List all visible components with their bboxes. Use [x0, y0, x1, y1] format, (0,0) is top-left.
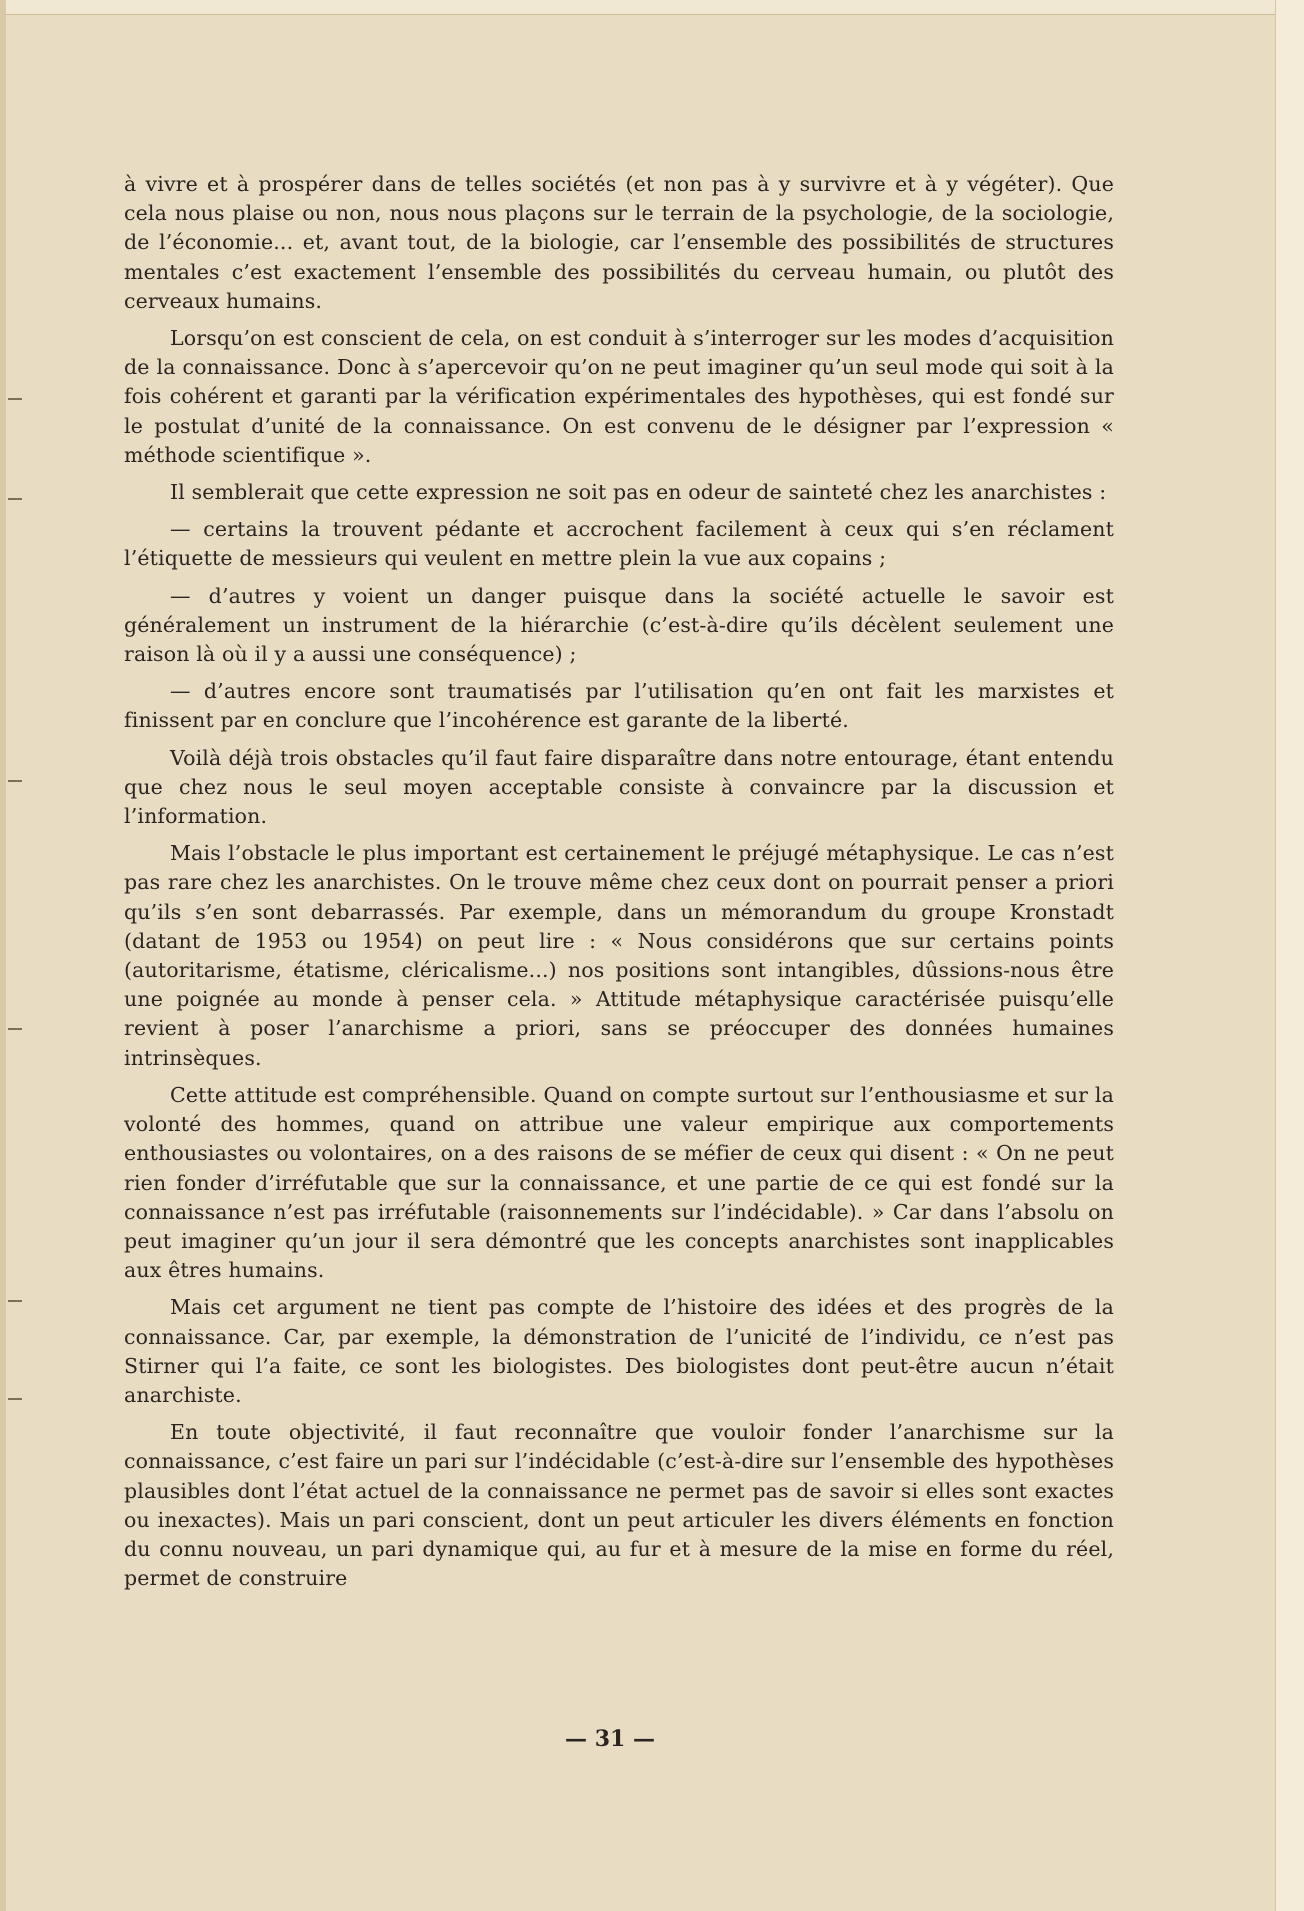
page-number: — 31 — — [565, 1726, 655, 1752]
paragraph: Lorsqu’on est conscient de cela, on est conduit à s’interroger sur les modes d’acquisition de la connaissance. Donc à s’apercevoir qu’on ne peut imaginer qu’un seul mode qui soit à la fois cohérent et garanti par la vérification expérimentales des hypothèses, qui est fondé sur le postulat d’unité de la connaissance. On est convenu de le désigner par l’expression « méthode scientifique ». — [124, 326, 1114, 467]
page-left-edge — [0, 0, 6, 1911]
paragraph: Voilà déjà trois obstacles qu’il faut faire disparaître dans notre entourage, étant entendu que chez nous le seul moyen acceptable consiste à convaincre par la discussion et l’information. — [124, 745, 1114, 829]
list-item-paragraph: — d’autres encore sont traumatisés par l’utilisation qu’en ont fait les marxistes et finissent par en conclure que l’incohérence est garante de la liberté. — [124, 679, 1114, 733]
paragraph: Mais cet argument ne tient pas compte de l’histoire des idées et des progrès de la connaissance. Car, par exemple, la démonstration de l’unicité de l’individu, ce n’est pas Stirner qui l’a faite, ce sont les biologistes. Des biologistes dont peut-être aucun n’était anarchiste. — [124, 1295, 1114, 1407]
list-item-paragraph: — certains la trouvent pédante et accrochent facilement à ceux qui s’en réclament l’étiquette de messieurs qui veulent en mettre plein la vue aux copains ; — [124, 517, 1114, 571]
margin-mark — [8, 1398, 22, 1400]
paragraph: Il semblerait que cette expression ne soit pas en odeur de sainteté chez les anarchistes : — [170, 480, 1107, 505]
paragraph: En toute objectivité, il faut reconnaître que vouloir fonder l’anarchisme sur la connaissance, c’est faire un pari sur l’indécidable (c’est-à-dire sur l’ensemble des hypothèses plausibles dont l’état actuel de la connaissance ne permet pas de savoir si elles sont exactes ou inexactes). Mais un pari conscient, dont un peut articuler les divers éléments en fonction du connu nouveau, un pari dynamique qui, au fur et à mesure de la mise en forme du réel, permet de construire — [124, 1420, 1114, 1591]
paragraph: Mais l’obstacle le plus important est certainement le préjugé métaphysique. Le cas n’est pas rare chez les anarchistes. On le trouve même chez ceux dont on pourrait penser a priori qu’ils s’en sont debarrassés. Par exemple, dans un mémorandum du groupe Kronstadt (datant de 1953 ou 1954) on peut lire : « Nous considérons que sur certains points (autoritarisme, étatisme, cléricalisme...) nos positions sont intangibles, dûssions-nous être une poignée au monde à penser cela. » Attitude métaphysique caractérisée puisqu’elle revient à poser l’anarchisme a priori, sans se préoccuper des données humaines intrinsèques. — [124, 841, 1114, 1070]
margin-mark — [8, 398, 22, 400]
body-text — [124, 170, 1114, 1601]
margin-mark — [8, 780, 22, 782]
paragraph: à vivre et à prospérer dans de telles sociétés (et non pas à y survivre et à y végéter). Que cela nous plaise ou non, nous nous plaçons sur le terrain de la psychologie, de la sociologie, de l’économie... et, avant tout, de la biologie, car l’ensemble des possibilités de structures mentales c’est exactement l’ensemble des possibilités du cerveau humain, ou plutôt des cerveaux humains. — [124, 172, 1114, 313]
paragraph: Cette attitude est compréhensible. Quand on compte surtout sur l’enthousiasme et sur la volonté des hommes, quand on attribue une valeur empirique aux comportements enthousiastes ou volontaires, on a des raisons de se méfier de ceux qui disent : « On ne peut rien fonder d’irréfutable que sur la connaissance, et une partie de ce qui est fondé sur la connaissance n’est pas irréfutable (raisonnements sur l’indécidable). » Car dans l’absolu on peut imaginer qu’un jour il sera démontré que les concepts anarchistes sont inapplicables aux êtres humains. — [124, 1082, 1114, 1283]
page-right-edge — [1275, 0, 1304, 1911]
page-top-edge — [0, 0, 1304, 15]
list-item-paragraph: — d’autres y voient un danger puisque dans la société actuelle le savoir est généralement un instrument de la hiérarchie (c’est-à-dire qu’ils décèlent seulement une raison là où il y a aussi une conséquence) ; — [124, 583, 1114, 667]
margin-mark — [8, 1028, 22, 1030]
margin-mark — [8, 498, 22, 500]
margin-mark — [8, 1300, 22, 1302]
